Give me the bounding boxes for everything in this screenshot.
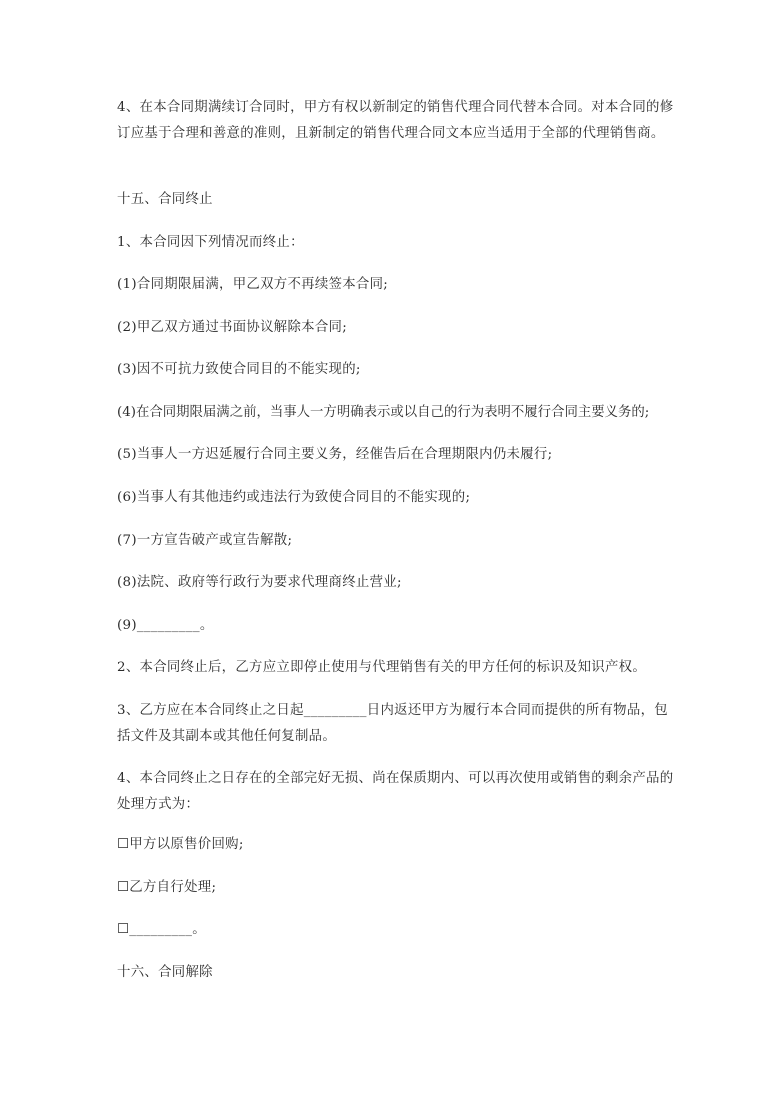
- option-buyback: ☐甲方以原售价回购;: [117, 837, 244, 852]
- section-heading-15: 十五、合同终止: [117, 192, 213, 207]
- clause-termination-intro: 1、本合同因下列情况而终止：: [117, 235, 304, 250]
- list-item-6: (6)当事人有其他违约或违法行为致使合同目的不能实现的;: [117, 490, 471, 505]
- clause-termination-2: 2、本合同终止后，乙方应立即停止使用与代理销售有关的甲方任何的标识及知识产权。: [117, 660, 647, 675]
- list-item-2: (2)甲乙双方通过书面协议解除本合同;: [117, 320, 348, 335]
- option-other: ☐_________。: [117, 922, 206, 937]
- clause-termination-4: 4、本合同终止之日存在的全部完好无损、尚在保质期内、可以再次使用或销售的剩余产品的处理方式为：: [117, 771, 674, 812]
- list-item-4: (4)在合同期限届满之前，当事人一方明确表示或以自己的行为表明不履行合同主要义务的;: [117, 405, 650, 420]
- option-self-handle: ☐乙方自行处理;: [117, 880, 217, 895]
- list-item-1: (1)合同期限届满，甲乙双方不再续签本合同;: [117, 277, 389, 292]
- paragraph-renewal-clause: 4、在本合同期满续订合同时，甲方有权以新制定的销售代理合同代替本合同。对本合同的修订应基于合理和善意的准则，且新制定的销售代理合同文本应当适用于全部的代理销售商。: [117, 100, 674, 141]
- section-heading-16: 十六、合同解除: [117, 965, 213, 980]
- list-item-8: (8)法院、政府等行政行为要求代理商终止营业;: [117, 575, 402, 590]
- list-item-3: (3)因不可抗力致使合同目的不能实现的;: [117, 362, 361, 377]
- list-item-5: (5)当事人一方迟延履行合同主要义务，经催告后在合理期限内仍未履行;: [117, 447, 553, 462]
- clause-termination-3: 3、乙方应在本合同终止之日起_________日内返还甲方为履行本合同而提供的所有物品，包括文件及其副本或其他任何复制品。: [117, 703, 668, 744]
- list-item-9: (9)_________。: [117, 618, 214, 633]
- list-item-7: (7)一方宣告破产或宣告解散;: [117, 533, 293, 548]
